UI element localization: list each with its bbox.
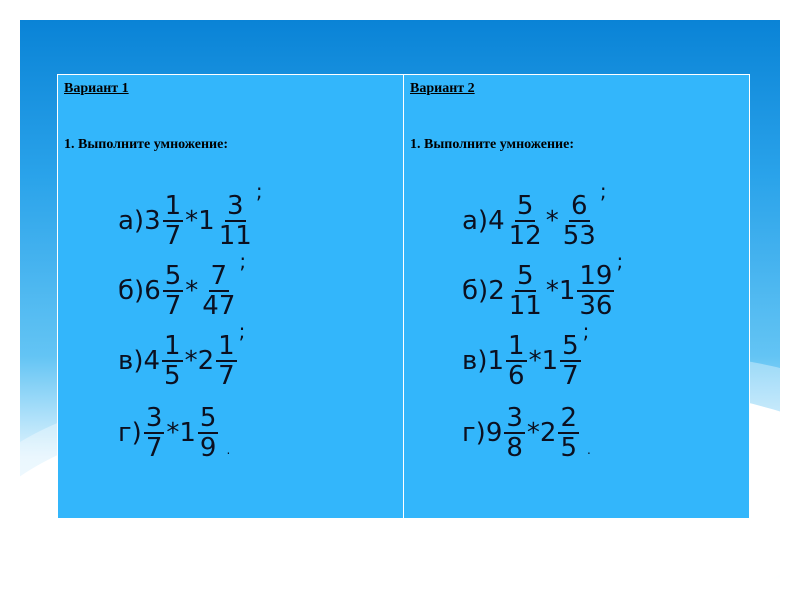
end-punctuation: ; (582, 319, 590, 343)
end-punctuation: ; (239, 249, 247, 273)
fraction (144, 405, 165, 461)
fraction (506, 333, 527, 389)
problem-label: в) (462, 346, 488, 376)
denominator: 7 (164, 221, 182, 251)
fraction (577, 263, 614, 319)
task-instruction: 1. Выполните умножение: (410, 137, 574, 152)
multiply-sign: * (526, 418, 540, 448)
variant-title: Вариант 1 (64, 81, 129, 96)
denominator: 7 (164, 291, 182, 321)
denominator: 7 (218, 361, 235, 391)
numerator: 6 (570, 191, 588, 221)
whole-part: 1 (541, 346, 559, 376)
problem-label: а) (462, 206, 489, 236)
numerator: 1 (218, 331, 235, 361)
fraction (163, 193, 184, 249)
fraction (561, 193, 598, 249)
denominator: 11 (218, 221, 252, 251)
variant-title: Вариант 2 (410, 81, 475, 96)
numerator: 5 (164, 261, 182, 291)
end-punctuation: ; (616, 249, 624, 273)
multiply-sign: * (185, 276, 199, 306)
problem (118, 319, 246, 391)
fraction (163, 263, 184, 319)
numerator: 3 (145, 403, 163, 433)
numerator: 3 (506, 403, 523, 433)
problem-list (462, 179, 732, 493)
numerator: 1 (508, 331, 525, 361)
fraction (560, 333, 581, 389)
fraction (504, 405, 525, 461)
variant-cell-2 (404, 75, 749, 518)
denominator: 47 (202, 291, 236, 321)
numerator: 5 (517, 261, 534, 291)
whole-part: 3 (144, 206, 161, 236)
whole-part: 9 (485, 418, 503, 448)
fraction (198, 405, 219, 461)
problem (462, 405, 591, 461)
denominator: 5 (560, 433, 577, 463)
numerator: 5 (199, 403, 217, 433)
denominator: 5 (164, 361, 181, 391)
denominator: 6 (508, 361, 525, 391)
multiply-sign: * (184, 346, 198, 376)
variant-cell-1 (58, 75, 404, 518)
denominator: 9 (199, 433, 217, 463)
denominator: 11 (508, 291, 542, 321)
fraction (162, 333, 183, 389)
problem (462, 249, 624, 321)
end-punctuation: . (587, 443, 591, 457)
whole-part: 2 (197, 346, 215, 376)
whole-part: 6 (144, 276, 161, 306)
fraction (216, 333, 237, 389)
fraction (507, 263, 544, 319)
denominator: 36 (579, 291, 613, 321)
denominator: 53 (562, 221, 596, 251)
problem (462, 179, 607, 251)
numerator: 5 (562, 331, 579, 361)
problem (462, 319, 590, 391)
multiply-sign: * (528, 346, 542, 376)
problem-list (118, 179, 388, 493)
multiply-sign: * (166, 418, 180, 448)
problem (118, 405, 230, 461)
numerator: 7 (210, 261, 228, 291)
whole-part: 1 (558, 276, 576, 306)
multiply-sign: * (545, 276, 559, 306)
problem-label: б) (118, 276, 145, 306)
problem (118, 179, 263, 251)
numerator: 1 (164, 191, 182, 221)
numerator: 19 (579, 261, 613, 291)
fraction (558, 405, 579, 461)
whole-part: 2 (488, 276, 505, 306)
denominator: 12 (508, 221, 542, 251)
denominator: 7 (145, 433, 163, 463)
end-punctuation: ; (255, 179, 263, 203)
problem-label: г) (462, 418, 486, 448)
whole-part: 1 (179, 418, 196, 448)
end-punctuation: ; (599, 179, 607, 203)
whole-part: 1 (487, 346, 505, 376)
fraction (507, 193, 544, 249)
denominator: 7 (562, 361, 579, 391)
whole-part: 1 (198, 206, 215, 236)
whole-part: 2 (539, 418, 557, 448)
fraction (217, 193, 254, 249)
fraction (200, 263, 237, 319)
whole-part: 4 (143, 346, 161, 376)
multiply-sign: * (185, 206, 199, 236)
denominator: 8 (506, 433, 523, 463)
problem-label: г) (118, 418, 142, 448)
numerator: 1 (164, 331, 181, 361)
problem-label: в) (118, 346, 144, 376)
numerator: 3 (226, 191, 244, 221)
end-punctuation: ; (238, 319, 246, 343)
whole-part: 4 (488, 206, 505, 236)
variants-table (57, 74, 750, 519)
end-punctuation: . (226, 443, 231, 457)
multiply-sign: * (545, 206, 559, 236)
numerator: 5 (516, 191, 534, 221)
problem-label: б) (462, 276, 489, 306)
task-instruction: 1. Выполните умножение: (64, 137, 228, 152)
numerator: 2 (560, 403, 577, 433)
problem-label: а) (118, 206, 145, 236)
problem (118, 249, 247, 321)
